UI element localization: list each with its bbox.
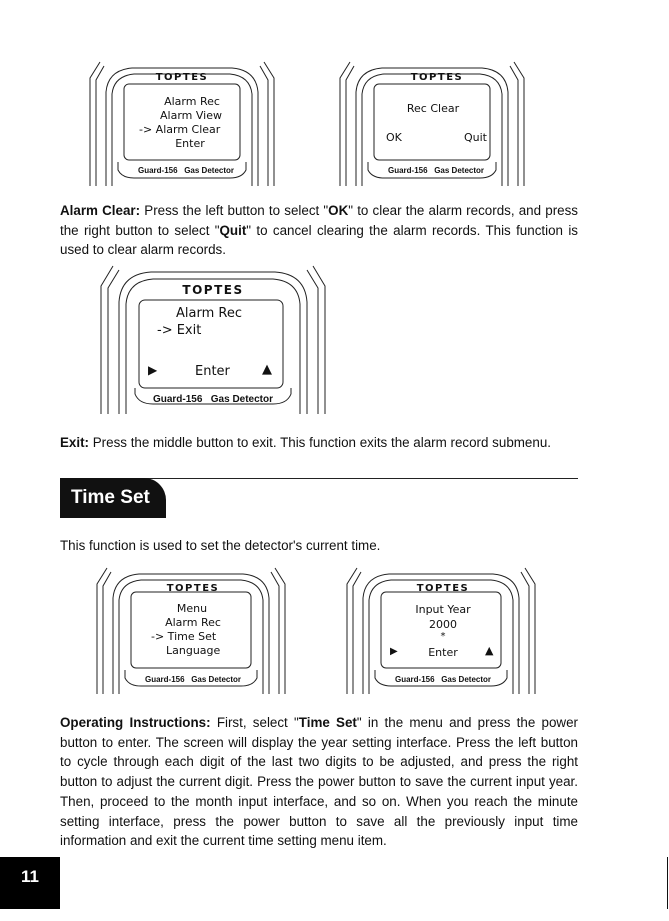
screen-enter-label: Enter — [428, 646, 458, 659]
operating-instructions-term: Operating Instructions: — [60, 715, 211, 730]
screen-cursor: * — [440, 631, 446, 642]
text-run: " in the menu and press the power button to enter. The screen will display the year setting interface. Press the left button to cycle through each digit of the last two digits to be adjusted, and press the right button to adjust the current digit. Press the power button to save the current input year. Then, proceed to the month input interface, and so on. When you reach the minute setting interface, press the power button to save all the previously input time information and exit the current time setting menu item. — [60, 715, 578, 849]
alarm-clear-paragraph — [60, 201, 578, 260]
left-arrow-icon: ▶ — [148, 363, 158, 377]
device-illustration-rec-clear — [332, 62, 532, 186]
text-run: " to clear the alarm records, and press the right button to select " — [60, 203, 578, 238]
screen-line-selected: -> Alarm Clear — [139, 123, 221, 136]
device-illustration-time-set-menu — [89, 568, 293, 694]
text-run: " to cancel clearing the alarm records. This function is used to clear alarm records. — [60, 222, 578, 258]
model-label: Guard-156 Gas Detector — [394, 675, 492, 684]
screen-ok-label: OK — [386, 131, 402, 144]
alarm-clear-term: Alarm Clear: — [60, 203, 141, 218]
quit-keyword: Quit — [219, 222, 247, 238]
screen-line: Input Year — [415, 603, 471, 616]
device-illustration-input-year — [339, 568, 543, 694]
brand-logo: TOPTES — [166, 583, 220, 594]
screen-quit-label: Quit — [464, 131, 487, 144]
screen-line: Alarm Rec — [176, 306, 242, 321]
screen-line: Alarm Rec — [164, 95, 220, 108]
brand-logo: TOPTES — [155, 72, 209, 83]
page-edge-line — [667, 857, 668, 909]
screen-line: Language — [166, 644, 221, 657]
model-label: Guard-156 Gas Detector — [137, 166, 235, 175]
screen-year-value: 2000 — [429, 618, 457, 631]
text-run: Press the left button to select " — [140, 203, 329, 218]
time-set-keyword: Time Set — [298, 715, 357, 730]
section-heading-time-set: Time Set — [60, 478, 166, 518]
screen-line: Alarm Rec — [165, 616, 221, 629]
device-illustration-exit — [93, 266, 333, 414]
text-run: First, select " — [210, 715, 299, 730]
brand-logo: TOPTES — [416, 583, 470, 594]
page-number: 11 — [0, 857, 60, 909]
screen-line: Menu — [176, 602, 208, 615]
operating-instructions-paragraph — [60, 713, 578, 851]
screen-line: Alarm View — [160, 109, 222, 122]
device-illustration-alarm-clear — [82, 62, 282, 186]
exit-paragraph — [60, 433, 578, 453]
time-set-intro: This function is used to set the detector's current time. — [60, 538, 381, 553]
up-arrow-icon: ▲ — [262, 362, 272, 377]
up-arrow-icon: ▲ — [485, 644, 494, 657]
screen-line-selected: -> Time Set — [151, 630, 217, 643]
brand-logo: TOPTES — [410, 72, 464, 83]
screen-line: Enter — [175, 137, 205, 150]
model-label: Guard-156 Gas Detector — [144, 675, 242, 684]
brand-logo: TOPTES — [182, 283, 244, 297]
screen-enter-label: Enter — [195, 364, 230, 379]
left-arrow-icon: ▶ — [390, 646, 398, 657]
exit-term: Exit: — [60, 435, 90, 450]
model-label: Guard-156 Gas Detector — [387, 166, 485, 175]
ok-keyword: OK — [328, 203, 349, 218]
model-label: Guard-156 Gas Detector — [152, 394, 274, 405]
screen-title: Rec Clear — [406, 102, 460, 115]
text-run: Press the middle button to exit. This function exits the alarm record submenu. — [89, 435, 551, 450]
screen-line-selected: -> Exit — [157, 323, 202, 338]
